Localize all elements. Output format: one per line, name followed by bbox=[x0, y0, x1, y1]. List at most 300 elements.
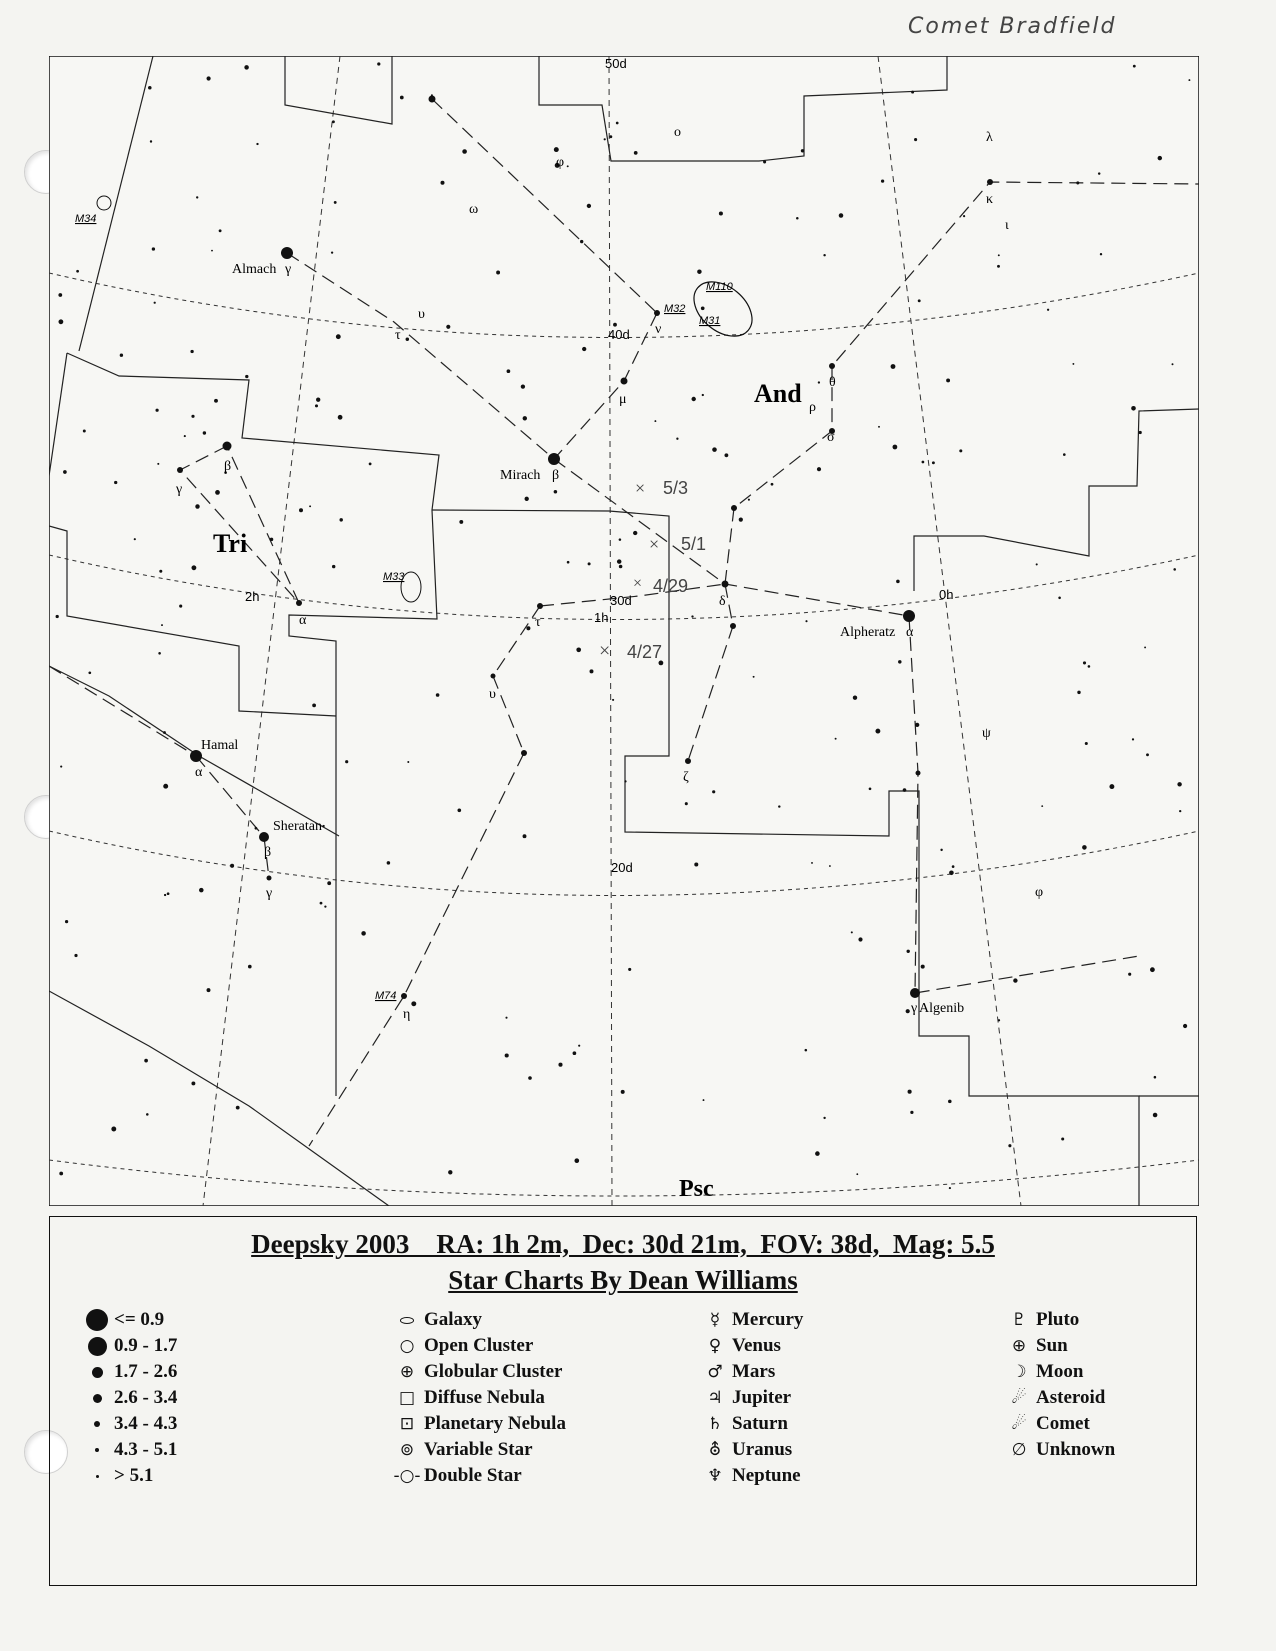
faint-star-marker bbox=[322, 825, 324, 827]
diffuse-nebula-icon: □ bbox=[398, 1388, 416, 1408]
object-label: Double Star bbox=[424, 1465, 522, 1486]
faint-star-marker bbox=[148, 86, 152, 90]
faint-star-marker bbox=[156, 409, 159, 412]
faint-star-marker bbox=[805, 620, 807, 622]
grid-label-2h: 2h bbox=[245, 589, 260, 604]
faint-star-marker bbox=[634, 151, 638, 155]
object-label: Galaxy bbox=[424, 1309, 483, 1330]
faint-star-marker bbox=[778, 805, 780, 807]
faint-star-marker bbox=[619, 565, 623, 569]
faint-star-marker bbox=[805, 1049, 808, 1052]
magnitude-row bbox=[80, 1437, 177, 1463]
faint-star-marker bbox=[676, 438, 678, 440]
faint-star-marker bbox=[1077, 691, 1080, 694]
faint-star-marker bbox=[558, 1063, 562, 1067]
open-cluster-icon: ○ bbox=[399, 1336, 415, 1356]
faint-star-marker bbox=[59, 1172, 63, 1176]
faint-star-marker bbox=[1177, 782, 1181, 786]
messier-label-m32: M32 bbox=[664, 303, 686, 315]
asteroid-icon: ☄ bbox=[1011, 1388, 1027, 1408]
messier-label-m34: M34 bbox=[75, 213, 97, 225]
faint-star-marker bbox=[1063, 453, 1066, 456]
faint-star-marker bbox=[190, 350, 193, 353]
object-row bbox=[390, 1385, 566, 1411]
faint-star-marker bbox=[457, 808, 461, 812]
faint-star-marker bbox=[1072, 363, 1074, 365]
faint-star-marker bbox=[907, 950, 910, 953]
other-label: Pluto bbox=[1036, 1309, 1080, 1330]
faint-star-marker bbox=[1082, 845, 1087, 850]
faint-star-marker bbox=[617, 559, 621, 563]
star-marker bbox=[654, 310, 660, 316]
faint-star-marker bbox=[236, 1106, 240, 1110]
faint-star-marker bbox=[891, 364, 896, 369]
faint-star-marker bbox=[998, 254, 1000, 256]
planet-row bbox=[698, 1359, 803, 1385]
faint-star-marker bbox=[134, 538, 136, 540]
object-label: Diffuse Nebula bbox=[424, 1387, 545, 1408]
faint-star-marker bbox=[612, 699, 614, 701]
greek-label: ι bbox=[1005, 218, 1009, 233]
comet-mark-icon: × bbox=[599, 640, 611, 662]
messier-label-m31: M31 bbox=[699, 315, 721, 327]
faint-star-marker bbox=[411, 1001, 416, 1006]
faint-star-marker bbox=[256, 143, 258, 145]
faint-star-marker bbox=[299, 508, 303, 512]
greek-label: υ bbox=[418, 307, 425, 322]
greek-label: η bbox=[403, 1007, 411, 1022]
planetary-nebula-icon: ⊡ bbox=[399, 1414, 415, 1434]
faint-star-marker bbox=[60, 766, 62, 768]
faint-star-marker bbox=[578, 1045, 580, 1047]
greek-label: ρ bbox=[809, 400, 816, 415]
faint-star-marker bbox=[207, 988, 211, 992]
faint-star-marker bbox=[573, 1051, 577, 1055]
faint-star-marker bbox=[796, 217, 799, 220]
star-greek-almach: γ bbox=[285, 262, 292, 277]
comet-date-5-1: 5/1 bbox=[681, 534, 707, 554]
faint-star-marker bbox=[361, 931, 366, 936]
faint-star-marker bbox=[554, 490, 558, 494]
faint-star-marker bbox=[712, 447, 717, 452]
faint-star-marker bbox=[739, 517, 743, 521]
greek-label: τ bbox=[395, 328, 401, 343]
faint-star-marker bbox=[817, 467, 821, 471]
faint-star-marker bbox=[312, 704, 316, 708]
faint-star-marker bbox=[65, 920, 68, 923]
magnitude-dot-icon bbox=[88, 1337, 107, 1356]
star-name-hamal: Hamal bbox=[201, 738, 239, 753]
comet-icon: ☄ bbox=[1011, 1414, 1027, 1434]
faint-star-marker bbox=[320, 902, 323, 905]
mars-icon: ♂ bbox=[707, 1362, 723, 1382]
faint-star-marker bbox=[528, 1076, 532, 1080]
constellation-label-tri: Tri bbox=[213, 529, 248, 558]
faint-star-marker bbox=[875, 729, 880, 734]
faint-star-marker bbox=[949, 871, 954, 876]
faint-star-marker bbox=[315, 404, 318, 407]
object-row bbox=[390, 1411, 566, 1437]
chart-legend bbox=[49, 1216, 1197, 1586]
planet-row bbox=[698, 1437, 803, 1463]
legend-planets bbox=[698, 1307, 803, 1489]
constellation-label-psc: Psc bbox=[679, 1176, 714, 1202]
faint-star-marker bbox=[199, 888, 204, 893]
faint-star-marker bbox=[1036, 563, 1038, 565]
other-label: Moon bbox=[1036, 1361, 1084, 1382]
faint-star-marker bbox=[998, 1019, 1000, 1021]
other-row bbox=[1002, 1359, 1115, 1385]
star-marker bbox=[259, 832, 269, 842]
faint-star-marker bbox=[406, 337, 409, 340]
planet-label: Mars bbox=[732, 1361, 776, 1382]
magnitude-dot-icon bbox=[94, 1421, 100, 1427]
faint-star-marker bbox=[724, 453, 728, 457]
faint-star-marker bbox=[604, 138, 606, 140]
faint-star-marker bbox=[576, 647, 581, 652]
object-label: Planetary Nebula bbox=[424, 1413, 566, 1434]
pluto-icon: ♇ bbox=[1011, 1310, 1027, 1330]
faint-star-marker bbox=[215, 490, 220, 495]
comet-mark-icon: × bbox=[649, 534, 660, 554]
planet-row bbox=[698, 1333, 803, 1359]
faint-star-marker bbox=[1041, 805, 1043, 807]
faint-star-marker bbox=[505, 1017, 507, 1019]
object-row bbox=[390, 1437, 566, 1463]
magnitude-label: 3.4 - 4.3 bbox=[114, 1413, 178, 1434]
faint-star-marker bbox=[230, 864, 234, 868]
faint-star-marker bbox=[692, 397, 696, 401]
faint-star-marker bbox=[914, 138, 917, 141]
star-greek-mirach: β bbox=[552, 468, 560, 483]
faint-star-marker bbox=[1139, 431, 1142, 434]
faint-star-marker bbox=[952, 865, 955, 868]
faint-star-marker bbox=[633, 531, 637, 535]
faint-star-marker bbox=[898, 660, 901, 663]
faint-star-marker bbox=[111, 1127, 116, 1132]
magnitude-row bbox=[80, 1333, 177, 1359]
faint-star-marker bbox=[835, 738, 837, 740]
faint-star-marker bbox=[63, 470, 67, 474]
faint-star-marker bbox=[400, 96, 404, 100]
magnitude-row bbox=[80, 1307, 177, 1333]
constellation-label-and: And bbox=[754, 379, 802, 408]
grid-label-40d: 40d bbox=[608, 327, 630, 342]
faint-star-marker bbox=[932, 461, 935, 464]
faint-star-marker bbox=[144, 1059, 148, 1063]
star-name-mirach: Mirach bbox=[500, 468, 541, 483]
faint-star-marker bbox=[163, 784, 168, 789]
faint-star-marker bbox=[1158, 156, 1162, 160]
faint-star-marker bbox=[624, 780, 626, 782]
faint-star-marker bbox=[324, 905, 326, 907]
faint-star-marker bbox=[83, 430, 86, 433]
faint-star-marker bbox=[526, 626, 530, 630]
faint-star-marker bbox=[878, 426, 880, 428]
faint-star-marker bbox=[331, 251, 333, 253]
faint-star-marker bbox=[120, 354, 123, 357]
legend-objects bbox=[390, 1307, 566, 1489]
planet-label: Uranus bbox=[732, 1439, 793, 1460]
greek-label: δ bbox=[719, 594, 726, 609]
star-marker bbox=[903, 610, 915, 622]
planet-row bbox=[698, 1463, 803, 1489]
faint-star-marker bbox=[525, 497, 529, 501]
faint-star-marker bbox=[893, 445, 898, 450]
faint-star-marker bbox=[582, 347, 586, 351]
faint-star-marker bbox=[628, 968, 631, 971]
faint-star-marker bbox=[1100, 253, 1102, 255]
star-marker bbox=[491, 674, 496, 679]
star-marker bbox=[223, 442, 232, 451]
magnitude-dot-icon bbox=[86, 1309, 108, 1331]
faint-star-marker bbox=[906, 1009, 910, 1013]
faint-star-marker bbox=[946, 378, 950, 382]
faint-star-marker bbox=[245, 375, 248, 378]
grid-label-20d: 20d bbox=[611, 860, 633, 875]
faint-star-marker bbox=[948, 1100, 952, 1104]
star-marker bbox=[548, 453, 560, 465]
double-star-icon: -○- bbox=[393, 1466, 421, 1486]
faint-star-marker bbox=[697, 269, 701, 273]
star-name-algenib: Algenib bbox=[919, 1001, 965, 1016]
faint-star-marker bbox=[58, 319, 63, 324]
uranus-icon: ⛢ bbox=[708, 1440, 722, 1460]
other-label: Sun bbox=[1036, 1335, 1068, 1356]
messier-label-m33: M33 bbox=[383, 571, 405, 583]
other-label: Asteroid bbox=[1036, 1387, 1106, 1408]
faint-star-marker bbox=[152, 247, 155, 250]
faint-star-marker bbox=[1088, 665, 1091, 668]
magnitude-label: > 5.1 bbox=[114, 1465, 154, 1486]
faint-star-marker bbox=[1076, 181, 1079, 184]
faint-star-marker bbox=[332, 565, 335, 568]
faint-star-marker bbox=[521, 384, 525, 388]
faint-star-marker bbox=[719, 211, 723, 215]
faint-star-marker bbox=[881, 179, 884, 182]
object-row bbox=[390, 1333, 566, 1359]
faint-star-marker bbox=[823, 1117, 825, 1119]
grid-label-1h: 1h bbox=[594, 610, 609, 625]
faint-star-marker bbox=[763, 160, 766, 163]
faint-star-marker bbox=[922, 461, 925, 464]
faint-star-marker bbox=[196, 196, 198, 198]
galaxy-icon bbox=[390, 1317, 424, 1324]
faint-star-marker bbox=[505, 1053, 509, 1057]
greek-label: σ bbox=[827, 430, 835, 445]
faint-star-marker bbox=[654, 420, 656, 422]
faint-star-marker bbox=[332, 120, 335, 123]
faint-star-marker bbox=[567, 561, 570, 564]
faint-star-marker bbox=[590, 669, 594, 673]
star-marker bbox=[722, 581, 729, 588]
variable-star-icon: ⊚ bbox=[399, 1440, 415, 1460]
greek-label: τ bbox=[535, 615, 541, 630]
planet-label: Venus bbox=[732, 1335, 781, 1356]
star-name-almach: Almach bbox=[232, 262, 277, 277]
faint-star-marker bbox=[811, 862, 813, 864]
faint-star-marker bbox=[507, 369, 511, 373]
grid-label-30d: 30d bbox=[610, 593, 632, 608]
faint-star-marker bbox=[1085, 742, 1088, 745]
faint-star-marker bbox=[1172, 363, 1174, 365]
faint-star-marker bbox=[839, 213, 844, 218]
faint-star-marker bbox=[1131, 406, 1136, 411]
faint-star-marker bbox=[377, 62, 380, 65]
faint-star-marker bbox=[1083, 661, 1086, 664]
faint-star-marker bbox=[114, 481, 117, 484]
faint-star-marker bbox=[211, 250, 213, 252]
star-greek-hamal: α bbox=[195, 765, 203, 780]
faint-star-marker bbox=[701, 306, 705, 310]
faint-star-marker bbox=[158, 652, 161, 655]
faint-star-marker bbox=[56, 615, 59, 618]
star-marker bbox=[429, 96, 436, 103]
faint-star-marker bbox=[712, 790, 715, 793]
object-row bbox=[390, 1463, 566, 1489]
star-greek-alpheratz: α bbox=[906, 625, 914, 640]
faint-star-marker bbox=[1153, 1113, 1158, 1118]
grid-label-50d: 50d bbox=[605, 56, 627, 71]
other-row bbox=[1002, 1411, 1115, 1437]
magnitude-row bbox=[80, 1385, 177, 1411]
star-map bbox=[49, 56, 1199, 1206]
greek-label: o bbox=[674, 125, 681, 140]
faint-star-marker bbox=[327, 881, 331, 885]
faint-star-marker bbox=[574, 1158, 579, 1163]
faint-star-marker bbox=[146, 1113, 149, 1116]
faint-star-marker bbox=[436, 693, 440, 697]
greek-label: α bbox=[299, 613, 307, 628]
faint-star-marker bbox=[1013, 978, 1017, 982]
faint-star-marker bbox=[1109, 784, 1114, 789]
faint-star-marker bbox=[918, 299, 921, 302]
faint-star-marker bbox=[949, 1187, 951, 1189]
faint-star-marker bbox=[336, 334, 341, 339]
legend-subtitle: Star Charts By Dean Williams bbox=[448, 1265, 798, 1295]
star-marker bbox=[537, 603, 543, 609]
faint-star-marker bbox=[1179, 810, 1181, 812]
sun-icon: ⊕ bbox=[1011, 1336, 1027, 1356]
faint-star-marker bbox=[184, 435, 186, 437]
object-label: Globular Cluster bbox=[424, 1361, 563, 1382]
mercury-icon: ☿ bbox=[709, 1310, 721, 1330]
star-marker bbox=[177, 467, 183, 473]
faint-star-marker bbox=[997, 265, 1000, 268]
faint-star-marker bbox=[167, 892, 170, 895]
faint-star-marker bbox=[815, 1151, 820, 1156]
greek-label: μ bbox=[619, 392, 627, 407]
faint-star-marker bbox=[921, 965, 925, 969]
faint-star-marker bbox=[76, 270, 79, 273]
grid-label-0h: 0h bbox=[939, 587, 954, 602]
faint-star-marker bbox=[858, 937, 862, 941]
comet-mark-icon: × bbox=[635, 478, 646, 498]
faint-star-marker bbox=[703, 1099, 705, 1101]
faint-star-marker bbox=[1098, 172, 1100, 174]
faint-star-marker bbox=[753, 676, 755, 678]
star-greek-sheratan: β bbox=[264, 845, 272, 860]
faint-star-marker bbox=[748, 499, 750, 501]
other-label: Unknown bbox=[1036, 1439, 1116, 1460]
greek-label: θ bbox=[829, 375, 836, 390]
planet-label: Saturn bbox=[732, 1413, 788, 1434]
star-marker bbox=[296, 600, 302, 606]
faint-star-marker bbox=[195, 504, 199, 508]
star-marker bbox=[521, 750, 527, 756]
planet-row bbox=[698, 1411, 803, 1437]
star-marker bbox=[916, 771, 921, 776]
faint-star-marker bbox=[58, 293, 62, 297]
faint-star-marker bbox=[164, 894, 166, 896]
comet-date-4-27: 4/27 bbox=[627, 642, 663, 662]
object-label: Variable Star bbox=[424, 1439, 533, 1460]
star-marker bbox=[731, 505, 737, 511]
faint-star-marker bbox=[219, 229, 222, 232]
faint-star-marker bbox=[619, 538, 622, 541]
faint-star-marker bbox=[856, 1173, 858, 1175]
greek-label: γ bbox=[266, 886, 273, 901]
faint-star-marker bbox=[908, 1090, 912, 1094]
faint-star-marker bbox=[869, 787, 872, 790]
other-label: Comet bbox=[1036, 1413, 1090, 1434]
unknown-icon: ∅ bbox=[1011, 1440, 1027, 1460]
faint-star-marker bbox=[694, 862, 698, 866]
faint-star-marker bbox=[441, 181, 445, 185]
faint-star-marker bbox=[588, 562, 591, 565]
faint-star-marker bbox=[207, 76, 211, 80]
planet-label: Jupiter bbox=[732, 1387, 792, 1408]
faint-star-marker bbox=[616, 122, 619, 125]
other-row bbox=[1002, 1437, 1115, 1463]
messier-label-m110: M110 bbox=[706, 281, 733, 293]
greek-label: ζ bbox=[683, 770, 689, 785]
greek-label: ν bbox=[655, 322, 662, 337]
magnitude-label: <= 0.9 bbox=[114, 1309, 165, 1330]
faint-star-marker bbox=[959, 449, 962, 452]
legend-magnitudes bbox=[80, 1307, 177, 1489]
other-row bbox=[1002, 1333, 1115, 1359]
faint-star-marker bbox=[903, 788, 907, 792]
faint-star-marker bbox=[915, 723, 919, 727]
faint-star-marker bbox=[963, 215, 965, 217]
handwritten-note: Comet Bradfield bbox=[908, 14, 1117, 39]
magnitude-row bbox=[80, 1359, 177, 1385]
greek-label: υ bbox=[489, 687, 496, 702]
faint-star-marker bbox=[1008, 1144, 1011, 1147]
magnitude-dot-icon bbox=[92, 1367, 103, 1378]
comet-date-4-29: 4/29 bbox=[653, 576, 689, 596]
faint-star-marker bbox=[1058, 597, 1061, 600]
object-row bbox=[390, 1359, 566, 1385]
faint-star-marker bbox=[74, 954, 77, 957]
faint-star-marker bbox=[338, 415, 343, 420]
faint-star-marker bbox=[345, 760, 348, 763]
faint-star-marker bbox=[1173, 568, 1176, 571]
star-marker bbox=[730, 623, 736, 629]
faint-star-marker bbox=[316, 398, 320, 402]
faint-star-marker bbox=[369, 462, 372, 465]
faint-star-marker bbox=[1132, 738, 1134, 740]
faint-star-marker bbox=[459, 520, 463, 524]
faint-star-marker bbox=[1128, 973, 1131, 976]
faint-star-marker bbox=[818, 381, 820, 383]
faint-star-marker bbox=[1183, 1024, 1187, 1028]
star-name-sheratan: Sheratan bbox=[273, 819, 322, 834]
saturn-icon: ♄ bbox=[707, 1414, 723, 1434]
greek-label: γ bbox=[176, 482, 183, 497]
greek-label: β bbox=[224, 459, 232, 474]
